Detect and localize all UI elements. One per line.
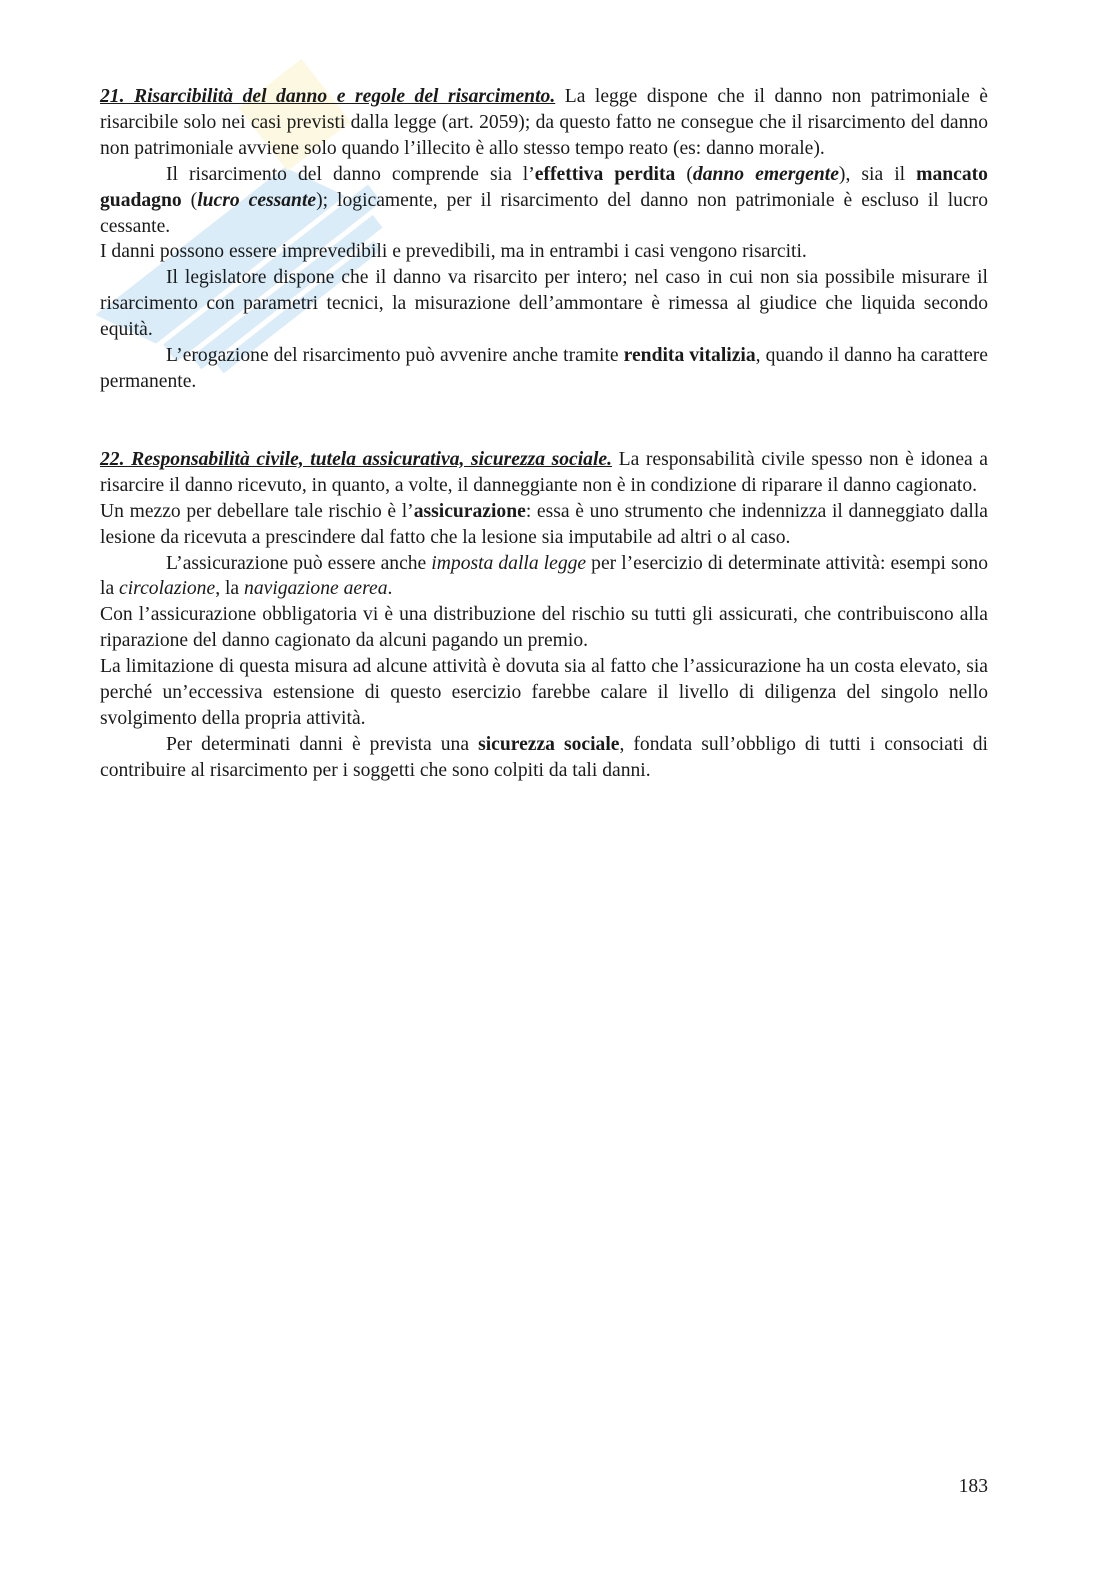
section-22-paragraph-1: 22. Responsabilità civile, tutela assicurativa, sicurezza sociale. La responsabilità civile spesso non è idonea a risarcire il danno ricevuto, in quanto, a volte, il danneggiante non è in condizione di riparare il danno cagionato. <box>100 448 989 496</box>
section-22-heading: 22. Responsabilità civile, tutela assicurativa, sicurezza sociale. <box>100 448 613 470</box>
section-21-paragraph-3: I danni possono essere imprevedibili e prevedibili, ma in entrambi i casi vengono risarciti. <box>100 241 807 263</box>
document-body <box>100 84 988 784</box>
section-22-paragraph-3: L’assicurazione può essere anche imposta dalla legge per l’esercizio di determinate attività: esempi sono la circolazione, la navigazione aerea. <box>100 552 989 600</box>
section-22-paragraph-4: Con l’assicurazione obbligatoria vi è una distribuzione del rischio su tutti gli assicurati, che contribuiscono alla riparazione del danno cagionato da alcuni pagando un premio. <box>100 604 988 652</box>
section-22-paragraph-6: Per determinati danni è prevista una sicurezza sociale, fondata sull’obbligo di tutti i consociati di contribuire al risarcimento per i soggetti che sono colpiti da tali danni. <box>100 733 988 781</box>
section-22-paragraph-5: La limitazione di questa misura ad alcune attività è dovuta sia al fatto che l’assicurazione ha un costa elevato, sia perché un’eccessiva estensione di questo esercizio farebbe calare il livello di diligenza del singolo nello svolgimento della propria attività. <box>100 656 988 729</box>
section-21-paragraph-4: Il legislatore dispone che il danno va risarcito per intero; nel caso in cui non sia possibile misurare il risarcimento con parametri tecnici, la misurazione dell’ammontare è rimessa al giudice che liquida secondo equità. <box>100 267 988 341</box>
section-21-paragraph-1: 21. Risarcibilità del danno e regole del risarcimento. La legge dispone che il danno non patrimoniale è risarcibile solo nei casi previsti dalla legge (art. 2059); da questo fatto ne consegue che il risarcimento del danno non patrimoniale avviene solo quando l’illecito è allo stesso tempo reato (es: danno morale). <box>100 86 988 159</box>
section-21-heading: 21. Risarcibilità del danno e regole del risarcimento. <box>100 86 556 107</box>
section-spacer <box>100 395 988 447</box>
section-21-paragraph-2: Il risarcimento del danno comprende sia l’effettiva perdita (danno emergente), sia il mancato guadagno (lucro cessante); logicamente, per il risarcimento del danno non patrimoniale è escluso il lucro cessante. <box>100 163 988 237</box>
section-22-paragraph-2: Un mezzo per debellare tale rischio è l’assicurazione: essa è uno strumento che indennizza il danneggiato dalla lesione da ricevuta a prescindere dal fatto che la lesione sia imputabile ad altri o al caso. <box>100 500 988 548</box>
page-number: 183 <box>958 1476 988 1497</box>
section-21-paragraph-5: L’erogazione del risarcimento può avvenire anche tramite rendita vitalizia, quando il danno ha carattere permanente. <box>100 345 989 392</box>
